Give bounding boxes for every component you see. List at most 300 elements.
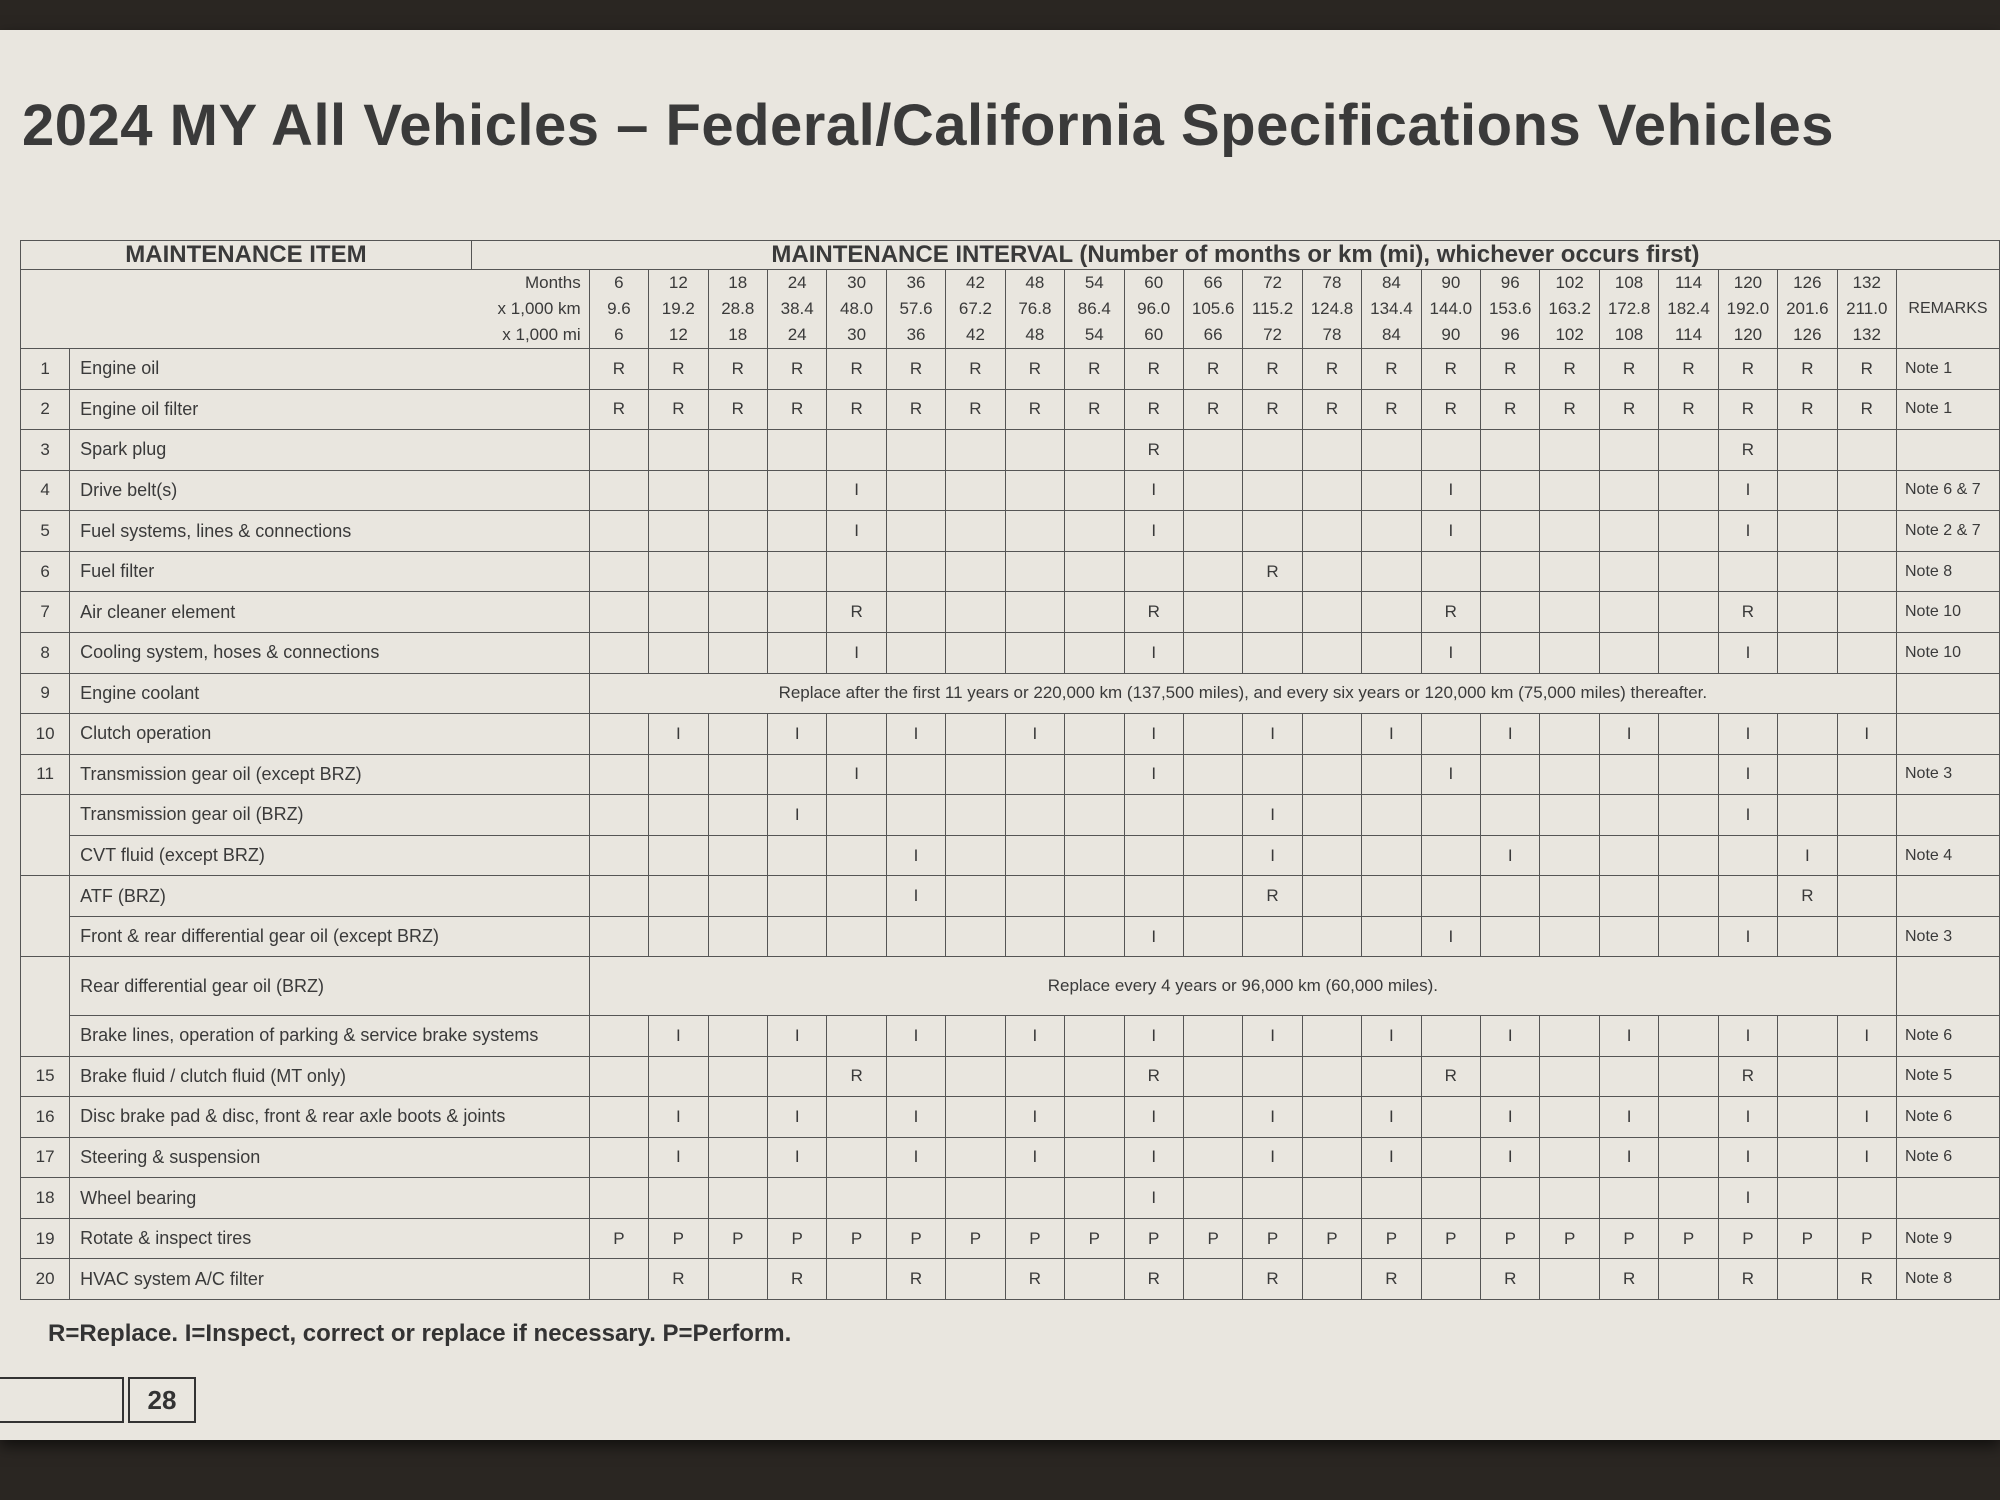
schedule-cell bbox=[1778, 754, 1837, 795]
schedule-cell bbox=[1659, 1056, 1718, 1097]
interval-column-header bbox=[589, 270, 648, 349]
schedule-cell: P bbox=[946, 1218, 1005, 1259]
schedule-cell bbox=[1065, 876, 1124, 917]
remarks-header: REMARKS bbox=[1896, 270, 1999, 349]
schedule-cell bbox=[1183, 835, 1242, 876]
schedule-cell bbox=[1065, 916, 1124, 957]
schedule-cell bbox=[589, 592, 648, 633]
unit-label-mi: x 1,000 mi bbox=[502, 325, 581, 344]
remark-cell: Note 10 bbox=[1896, 592, 1999, 633]
item-name: CVT fluid (except BRZ) bbox=[70, 835, 590, 876]
schedule-cell bbox=[1362, 754, 1421, 795]
schedule-cell bbox=[1005, 1178, 1064, 1219]
schedule-cell bbox=[708, 916, 767, 957]
schedule-cell bbox=[1302, 1178, 1361, 1219]
schedule-cell bbox=[946, 876, 1005, 917]
schedule-cell bbox=[1481, 795, 1540, 836]
schedule-cell bbox=[1065, 511, 1124, 552]
schedule-cell bbox=[886, 1056, 945, 1097]
schedule-cell bbox=[1837, 1056, 1896, 1097]
schedule-cell bbox=[1183, 430, 1242, 471]
schedule-cell: P bbox=[1302, 1218, 1361, 1259]
schedule-cell bbox=[946, 511, 1005, 552]
schedule-cell bbox=[946, 1178, 1005, 1219]
schedule-cell bbox=[1005, 592, 1064, 633]
schedule-cell bbox=[1778, 1178, 1837, 1219]
interval-months: 12 bbox=[668, 273, 688, 292]
schedule-cell: I bbox=[1124, 1016, 1183, 1057]
schedule-cell bbox=[946, 835, 1005, 876]
schedule-cell: P bbox=[1124, 1218, 1183, 1259]
schedule-cell bbox=[1065, 470, 1124, 511]
remark-cell: Note 1 bbox=[1896, 389, 1999, 430]
schedule-cell bbox=[1421, 551, 1480, 592]
schedule-cell bbox=[708, 470, 767, 511]
schedule-cell bbox=[1005, 470, 1064, 511]
schedule-cell bbox=[1718, 551, 1777, 592]
schedule-cell bbox=[1540, 632, 1599, 673]
schedule-cell bbox=[1837, 470, 1896, 511]
schedule-cell: R bbox=[1540, 389, 1599, 430]
schedule-cell: I bbox=[767, 714, 826, 755]
remark-cell bbox=[1896, 714, 1999, 755]
interval-months: 36 bbox=[906, 273, 926, 292]
unit-label-months: Months bbox=[524, 273, 581, 292]
interval-mi: 6 bbox=[614, 325, 624, 344]
schedule-cell bbox=[1599, 876, 1658, 917]
schedule-cell bbox=[1718, 876, 1777, 917]
schedule-cell bbox=[1421, 795, 1480, 836]
schedule-cell bbox=[1183, 916, 1242, 957]
schedule-cell: R bbox=[1243, 1259, 1302, 1300]
schedule-cell bbox=[1183, 551, 1242, 592]
schedule-cell bbox=[649, 835, 708, 876]
item-number bbox=[21, 795, 70, 876]
schedule-cell bbox=[708, 592, 767, 633]
schedule-cell bbox=[649, 592, 708, 633]
schedule-cell: I bbox=[1718, 470, 1777, 511]
schedule-cell: I bbox=[1837, 1137, 1896, 1178]
maintenance-interval-header: MAINTENANCE INTERVAL (Number of months or km (mi), whichever occurs first) bbox=[471, 241, 1999, 270]
item-number: 7 bbox=[21, 592, 70, 633]
schedule-cell: I bbox=[649, 1137, 708, 1178]
interval-months: 78 bbox=[1322, 273, 1342, 292]
schedule-cell bbox=[767, 1178, 826, 1219]
schedule-cell: I bbox=[1362, 1137, 1421, 1178]
schedule-cell bbox=[708, 430, 767, 471]
schedule-cell bbox=[1065, 1137, 1124, 1178]
page-title: 2024 MY All Vehicles – Federal/California Specifications Vehicles bbox=[22, 93, 1834, 158]
schedule-cell bbox=[767, 592, 826, 633]
interval-km: 144.0 bbox=[1429, 299, 1473, 318]
schedule-cell bbox=[1481, 592, 1540, 633]
item-number: 1 bbox=[21, 349, 70, 390]
remark-cell bbox=[1896, 1178, 1999, 1219]
maintenance-item-header: MAINTENANCE ITEM bbox=[21, 241, 472, 270]
interval-km: 38.4 bbox=[780, 299, 814, 318]
schedule-cell bbox=[1183, 1178, 1242, 1219]
interval-km: 201.6 bbox=[1786, 299, 1829, 318]
schedule-cell bbox=[1183, 592, 1242, 633]
item-number: 6 bbox=[21, 551, 70, 592]
schedule-cell: R bbox=[1599, 349, 1658, 390]
schedule-cell: R bbox=[1718, 430, 1777, 471]
interval-mi: 60 bbox=[1144, 325, 1164, 344]
schedule-cell: R bbox=[1421, 349, 1480, 390]
schedule-cell: P bbox=[649, 1218, 708, 1259]
table-row bbox=[21, 795, 2000, 836]
schedule-cell bbox=[767, 470, 826, 511]
schedule-cell bbox=[589, 1137, 648, 1178]
item-name: Brake fluid / clutch fluid (MT only) bbox=[70, 1056, 590, 1097]
schedule-cell: I bbox=[1778, 835, 1837, 876]
schedule-cell bbox=[946, 551, 1005, 592]
schedule-cell: I bbox=[1718, 1016, 1777, 1057]
interval-column-header bbox=[1362, 270, 1421, 349]
schedule-cell bbox=[1183, 511, 1242, 552]
schedule-cell bbox=[827, 1016, 886, 1057]
schedule-cell bbox=[1362, 795, 1421, 836]
schedule-cell: I bbox=[767, 1137, 826, 1178]
schedule-cell: I bbox=[1005, 714, 1064, 755]
schedule-cell: I bbox=[1718, 916, 1777, 957]
interval-mi: 78 bbox=[1322, 325, 1342, 344]
schedule-cell bbox=[1778, 1137, 1837, 1178]
schedule-cell bbox=[1659, 1259, 1718, 1300]
schedule-cell: I bbox=[886, 1016, 945, 1057]
schedule-cell bbox=[1837, 1178, 1896, 1219]
schedule-cell bbox=[946, 632, 1005, 673]
item-number: 8 bbox=[21, 632, 70, 673]
schedule-cell bbox=[1540, 470, 1599, 511]
schedule-cell bbox=[1065, 1097, 1124, 1138]
schedule-cell: I bbox=[1599, 1137, 1658, 1178]
schedule-cell bbox=[1659, 795, 1718, 836]
interval-column-header bbox=[946, 270, 1005, 349]
schedule-cell: I bbox=[1599, 1097, 1658, 1138]
schedule-cell bbox=[1243, 1178, 1302, 1219]
table-row bbox=[21, 714, 2000, 755]
schedule-cell bbox=[1837, 592, 1896, 633]
schedule-cell: I bbox=[1243, 1137, 1302, 1178]
schedule-cell: I bbox=[1243, 835, 1302, 876]
schedule-cell: I bbox=[1421, 511, 1480, 552]
item-name: Spark plug bbox=[70, 430, 590, 471]
schedule-cell bbox=[1362, 835, 1421, 876]
interval-km: 172.8 bbox=[1607, 299, 1651, 318]
schedule-cell bbox=[1065, 551, 1124, 592]
interval-months: 132 bbox=[1852, 273, 1881, 292]
interval-months: 54 bbox=[1084, 273, 1104, 292]
schedule-cell: I bbox=[886, 1137, 945, 1178]
schedule-cell: P bbox=[708, 1218, 767, 1259]
schedule-cell: I bbox=[1599, 714, 1658, 755]
interval-km: 57.6 bbox=[899, 299, 933, 318]
interval-column-header bbox=[1718, 270, 1777, 349]
schedule-cell bbox=[1659, 551, 1718, 592]
schedule-cell bbox=[1481, 916, 1540, 957]
schedule-cell bbox=[1481, 754, 1540, 795]
schedule-cell bbox=[1481, 632, 1540, 673]
schedule-cell bbox=[946, 1137, 1005, 1178]
schedule-cell bbox=[1599, 835, 1658, 876]
schedule-cell bbox=[589, 754, 648, 795]
schedule-cell bbox=[827, 1097, 886, 1138]
schedule-cell bbox=[1599, 551, 1658, 592]
schedule-cell bbox=[886, 632, 945, 673]
schedule-cell: R bbox=[1481, 1259, 1540, 1300]
table-header-row bbox=[21, 241, 2000, 270]
schedule-cell: I bbox=[1481, 714, 1540, 755]
schedule-cell: R bbox=[1837, 1259, 1896, 1300]
item-name: Front & rear differential gear oil (except BRZ) bbox=[70, 916, 590, 957]
schedule-cell bbox=[589, 916, 648, 957]
schedule-cell: I bbox=[1124, 1178, 1183, 1219]
schedule-cell bbox=[1540, 551, 1599, 592]
table-row bbox=[21, 1218, 2000, 1259]
schedule-cell bbox=[589, 1016, 648, 1057]
interval-note: Replace every 4 years or 96,000 km (60,000 miles). bbox=[589, 957, 1896, 1016]
schedule-cell bbox=[1659, 430, 1718, 471]
schedule-cell bbox=[1005, 916, 1064, 957]
schedule-cell bbox=[1243, 632, 1302, 673]
schedule-cell bbox=[1540, 1137, 1599, 1178]
schedule-cell bbox=[1481, 430, 1540, 471]
interval-km: 76.8 bbox=[1018, 299, 1052, 318]
item-number: 19 bbox=[21, 1218, 70, 1259]
item-name: Engine oil bbox=[70, 349, 590, 390]
schedule-cell: I bbox=[1718, 1097, 1777, 1138]
schedule-cell bbox=[649, 1178, 708, 1219]
schedule-cell bbox=[649, 795, 708, 836]
schedule-cell bbox=[1659, 754, 1718, 795]
schedule-cell bbox=[886, 551, 945, 592]
remark-cell: Note 3 bbox=[1896, 754, 1999, 795]
schedule-cell bbox=[1302, 1259, 1361, 1300]
schedule-cell bbox=[1183, 1097, 1242, 1138]
table-row bbox=[21, 430, 2000, 471]
item-name: Steering & suspension bbox=[70, 1137, 590, 1178]
interval-column-header bbox=[1005, 270, 1064, 349]
table-row bbox=[21, 1259, 2000, 1300]
schedule-cell: P bbox=[1362, 1218, 1421, 1259]
schedule-cell bbox=[1065, 1178, 1124, 1219]
interval-months: 102 bbox=[1555, 273, 1584, 292]
schedule-cell bbox=[1599, 632, 1658, 673]
schedule-cell: I bbox=[1124, 754, 1183, 795]
schedule-cell bbox=[886, 916, 945, 957]
schedule-cell: R bbox=[1243, 349, 1302, 390]
schedule-cell: I bbox=[1124, 470, 1183, 511]
schedule-cell bbox=[1005, 632, 1064, 673]
schedule-cell bbox=[1302, 1137, 1361, 1178]
table-row bbox=[21, 916, 2000, 957]
schedule-cell: I bbox=[649, 714, 708, 755]
schedule-cell bbox=[589, 1056, 648, 1097]
schedule-cell bbox=[1659, 1097, 1718, 1138]
schedule-cell bbox=[1362, 511, 1421, 552]
schedule-cell bbox=[1778, 1259, 1837, 1300]
remark-cell: Note 6 bbox=[1896, 1016, 1999, 1057]
schedule-cell bbox=[1540, 1259, 1599, 1300]
schedule-cell: R bbox=[1540, 349, 1599, 390]
schedule-cell bbox=[1659, 470, 1718, 511]
schedule-cell: I bbox=[1481, 1097, 1540, 1138]
schedule-cell bbox=[886, 754, 945, 795]
schedule-cell bbox=[1065, 1016, 1124, 1057]
interval-mi: 66 bbox=[1203, 325, 1223, 344]
schedule-cell: P bbox=[1718, 1218, 1777, 1259]
item-name: Rear differential gear oil (BRZ) bbox=[70, 957, 590, 1016]
schedule-cell bbox=[1302, 632, 1361, 673]
remark-cell: Note 10 bbox=[1896, 632, 1999, 673]
schedule-cell bbox=[1659, 1016, 1718, 1057]
schedule-cell bbox=[1183, 1259, 1242, 1300]
schedule-cell bbox=[767, 835, 826, 876]
schedule-cell bbox=[1540, 835, 1599, 876]
schedule-cell: I bbox=[1481, 1137, 1540, 1178]
schedule-cell: P bbox=[1659, 1218, 1718, 1259]
schedule-cell bbox=[946, 592, 1005, 633]
table-row bbox=[21, 1178, 2000, 1219]
schedule-cell bbox=[1540, 795, 1599, 836]
interval-km: 163.2 bbox=[1548, 299, 1591, 318]
schedule-cell: R bbox=[1718, 592, 1777, 633]
schedule-cell: R bbox=[1124, 592, 1183, 633]
interval-months: 6 bbox=[614, 273, 624, 292]
interval-mi: 102 bbox=[1555, 325, 1584, 344]
remark-cell bbox=[1896, 957, 1999, 1016]
item-number: 17 bbox=[21, 1137, 70, 1178]
schedule-cell bbox=[1599, 916, 1658, 957]
schedule-cell: I bbox=[886, 876, 945, 917]
schedule-cell bbox=[946, 795, 1005, 836]
item-number: 4 bbox=[21, 470, 70, 511]
schedule-cell bbox=[1362, 592, 1421, 633]
interval-column-header bbox=[1540, 270, 1599, 349]
schedule-cell: P bbox=[1481, 1218, 1540, 1259]
schedule-cell: I bbox=[1718, 1137, 1777, 1178]
interval-column-header bbox=[708, 270, 767, 349]
schedule-cell bbox=[1183, 1056, 1242, 1097]
remark-cell: Note 4 bbox=[1896, 835, 1999, 876]
table-row bbox=[21, 876, 2000, 917]
interval-column-header bbox=[886, 270, 945, 349]
interval-values-row bbox=[21, 270, 2000, 349]
schedule-cell bbox=[1540, 754, 1599, 795]
schedule-cell: R bbox=[1243, 389, 1302, 430]
schedule-cell bbox=[1778, 1016, 1837, 1057]
table-row bbox=[21, 349, 2000, 390]
interval-mi: 30 bbox=[847, 325, 867, 344]
table-row bbox=[21, 592, 2000, 633]
interval-km: 105.6 bbox=[1191, 299, 1235, 318]
schedule-cell bbox=[886, 470, 945, 511]
interval-months: 108 bbox=[1614, 273, 1644, 292]
table-row bbox=[21, 389, 2000, 430]
schedule-cell: R bbox=[1599, 1259, 1658, 1300]
schedule-cell: R bbox=[1183, 349, 1242, 390]
schedule-cell: P bbox=[1778, 1218, 1837, 1259]
schedule-cell: R bbox=[1718, 1259, 1777, 1300]
schedule-cell: I bbox=[1837, 714, 1896, 755]
schedule-cell bbox=[1362, 430, 1421, 471]
schedule-cell: I bbox=[1481, 835, 1540, 876]
schedule-cell bbox=[1659, 1178, 1718, 1219]
schedule-cell: I bbox=[1005, 1097, 1064, 1138]
schedule-cell: R bbox=[1302, 349, 1361, 390]
schedule-cell bbox=[1302, 511, 1361, 552]
schedule-cell bbox=[1481, 1178, 1540, 1219]
schedule-cell bbox=[1778, 470, 1837, 511]
schedule-cell bbox=[1659, 835, 1718, 876]
schedule-cell bbox=[1302, 714, 1361, 755]
interval-mi: 132 bbox=[1852, 325, 1881, 344]
schedule-cell bbox=[589, 714, 648, 755]
schedule-cell bbox=[589, 1178, 648, 1219]
interval-mi: 72 bbox=[1263, 325, 1283, 344]
schedule-cell bbox=[767, 551, 826, 592]
schedule-cell bbox=[1778, 1097, 1837, 1138]
interval-km: 124.8 bbox=[1310, 299, 1354, 318]
schedule-cell bbox=[1778, 551, 1837, 592]
schedule-cell bbox=[589, 511, 648, 552]
schedule-cell bbox=[1837, 795, 1896, 836]
schedule-cell bbox=[1005, 835, 1064, 876]
schedule-cell: I bbox=[1362, 714, 1421, 755]
schedule-cell: I bbox=[886, 1097, 945, 1138]
interval-months: 84 bbox=[1381, 273, 1401, 292]
schedule-cell bbox=[827, 430, 886, 471]
table-row bbox=[21, 470, 2000, 511]
schedule-cell bbox=[589, 835, 648, 876]
interval-mi: 108 bbox=[1614, 325, 1644, 344]
remark-cell bbox=[1896, 673, 1999, 714]
schedule-cell: I bbox=[827, 632, 886, 673]
schedule-cell bbox=[1302, 1097, 1361, 1138]
schedule-cell bbox=[649, 754, 708, 795]
schedule-cell: I bbox=[1421, 470, 1480, 511]
remark-cell bbox=[1896, 430, 1999, 471]
remark-cell: Note 5 bbox=[1896, 1056, 1999, 1097]
schedule-cell bbox=[1778, 430, 1837, 471]
schedule-cell: P bbox=[589, 1218, 648, 1259]
schedule-cell bbox=[946, 1016, 1005, 1057]
schedule-cell: P bbox=[767, 1218, 826, 1259]
interval-months: 114 bbox=[1674, 273, 1703, 292]
schedule-cell bbox=[1540, 1016, 1599, 1057]
unit-label-km: x 1,000 km bbox=[497, 299, 581, 318]
interval-mi: 12 bbox=[668, 325, 688, 344]
schedule-cell bbox=[1837, 916, 1896, 957]
schedule-cell bbox=[1124, 795, 1183, 836]
schedule-cell bbox=[589, 430, 648, 471]
item-name: Transmission gear oil (except BRZ) bbox=[70, 754, 590, 795]
schedule-cell bbox=[767, 511, 826, 552]
schedule-cell: P bbox=[827, 1218, 886, 1259]
schedule-cell bbox=[1421, 1259, 1480, 1300]
schedule-cell: R bbox=[1421, 389, 1480, 430]
interval-months: 96 bbox=[1500, 273, 1520, 292]
schedule-cell: I bbox=[1124, 511, 1183, 552]
schedule-cell bbox=[1540, 430, 1599, 471]
page-number: 28 bbox=[128, 1377, 196, 1423]
schedule-cell bbox=[1599, 430, 1658, 471]
schedule-cell bbox=[946, 714, 1005, 755]
schedule-cell: P bbox=[886, 1218, 945, 1259]
schedule-cell bbox=[1421, 1097, 1480, 1138]
schedule-cell: R bbox=[767, 1259, 826, 1300]
